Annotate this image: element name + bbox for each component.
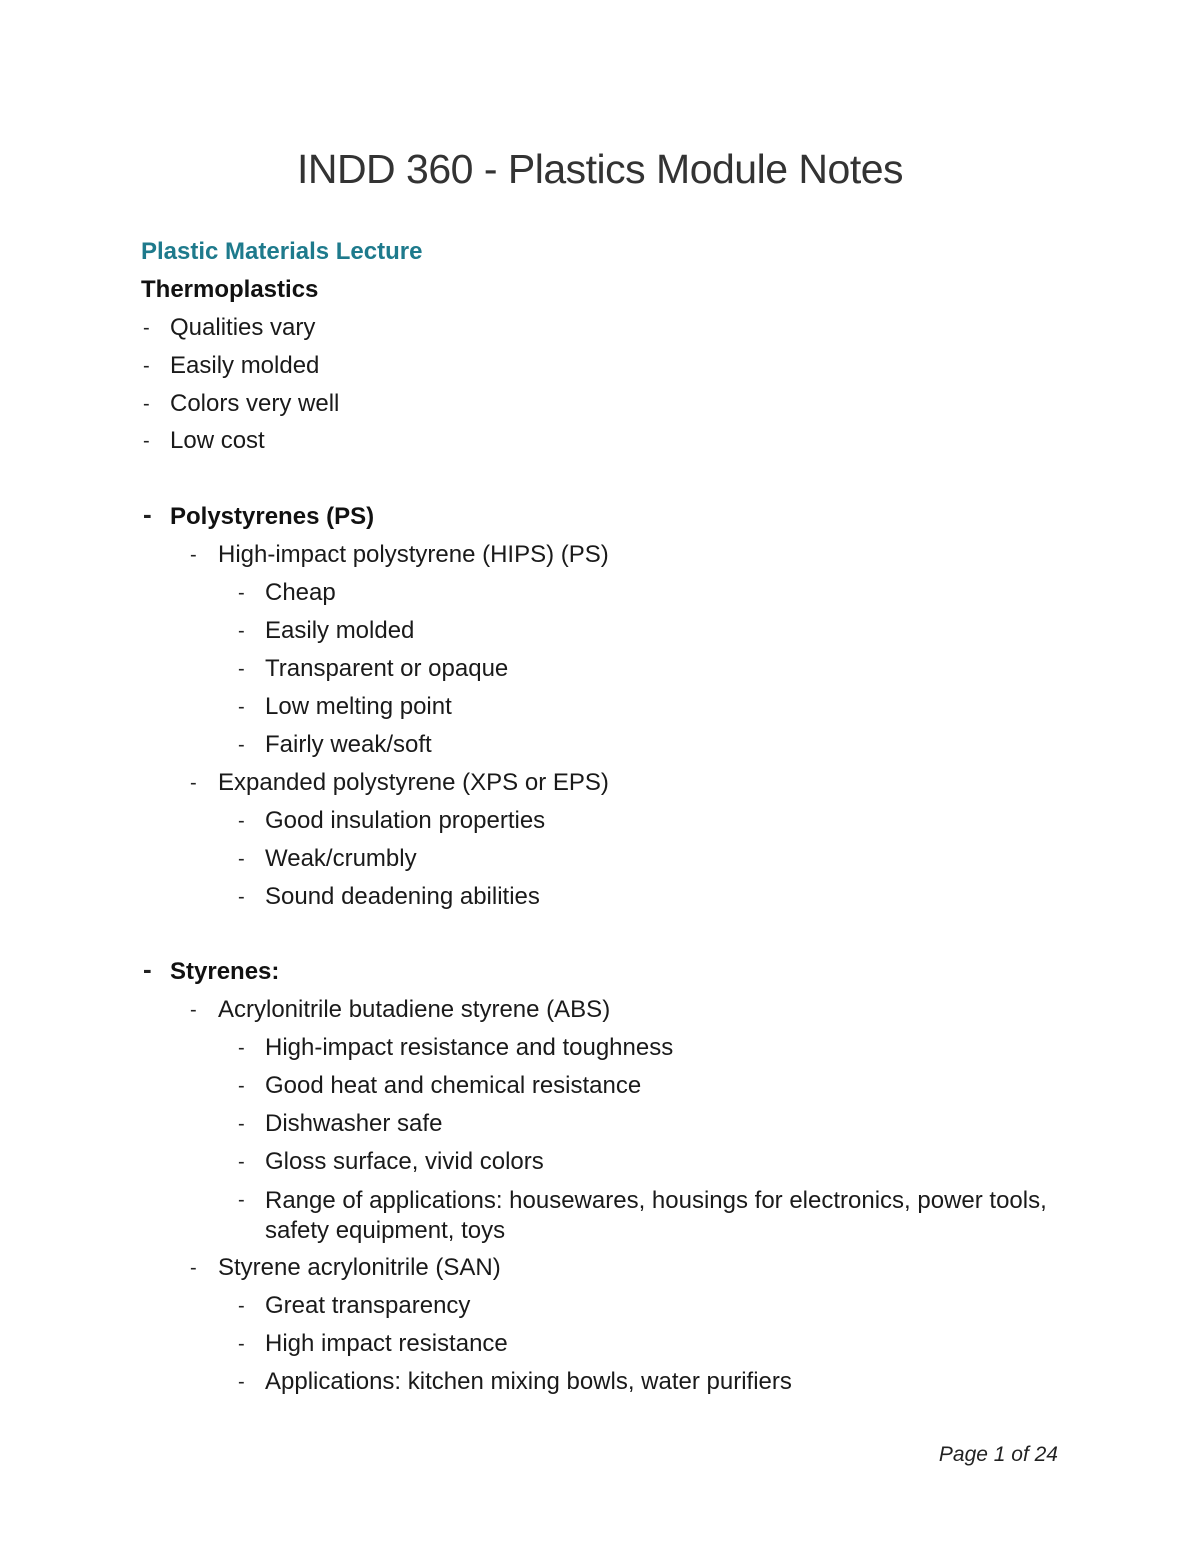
bullet-dash: - [238, 582, 245, 604]
list-item-text: Qualities vary [170, 314, 316, 341]
material-label: Expanded polystyrene (XPS or EPS) [218, 769, 609, 796]
list-item-text: Colors very well [170, 390, 340, 417]
list-item-text: Weak/crumbly [265, 845, 417, 872]
bullet-dash: - [143, 430, 150, 452]
bullet-dash: - [143, 317, 150, 339]
list-item-text: Applications: kitchen mixing bowls, water purifiers [265, 1368, 792, 1395]
bullet-dash: - [238, 886, 245, 908]
list-item-text: Fairly weak/soft [265, 731, 432, 758]
bullet-dash: - [238, 848, 245, 870]
list-item-text: Good insulation properties [265, 807, 546, 834]
bullet-dash: - [143, 355, 150, 377]
list-item-text: Great transparency [265, 1292, 471, 1319]
bullet-dash: - [143, 954, 152, 984]
bullet-dash: - [238, 810, 245, 832]
bullet-dash: - [190, 544, 197, 566]
material-label: Acrylonitrile butadiene styrene (ABS) [218, 996, 611, 1023]
bullet-dash: - [143, 499, 152, 529]
section-heading: Plastic Materials Lecture [141, 238, 423, 265]
bullet-dash: - [238, 1189, 245, 1211]
bullet-dash: - [238, 1075, 245, 1097]
bullet-dash: - [143, 393, 150, 415]
bullet-dash: - [238, 620, 245, 642]
bullet-dash: - [190, 999, 197, 1021]
category-label: Polystyrenes (PS) [170, 503, 375, 530]
bullet-dash: - [238, 1037, 245, 1059]
bullet-dash: - [190, 1257, 197, 1279]
list-item-text: Transparent or opaque [265, 655, 509, 682]
bullet-dash: - [238, 1151, 245, 1173]
bullet-dash: - [238, 1113, 245, 1135]
material-label: High-impact polystyrene (HIPS) (PS) [218, 541, 609, 568]
list-item-text: Cheap [265, 579, 336, 606]
list-item-text: Low melting point [265, 693, 452, 720]
bullet-dash: - [238, 1295, 245, 1317]
document-title: INDD 360 - Plastics Module Notes [296, 146, 904, 192]
list-item-text: High-impact resistance and toughness [265, 1034, 674, 1061]
page-number: Page 1 of 24 [938, 1443, 1058, 1466]
list-item-text: Dishwasher safe [265, 1110, 443, 1137]
bullet-dash: - [238, 734, 245, 756]
bullet-dash: - [238, 696, 245, 718]
bullet-dash: - [238, 658, 245, 680]
list-item-text: Easily molded [170, 352, 320, 379]
material-label: Styrene acrylonitrile (SAN) [218, 1254, 501, 1281]
list-item-text: Sound deadening abilities [265, 883, 540, 910]
list-item-text: Gloss surface, vivid colors [265, 1148, 544, 1175]
bullet-dash: - [190, 772, 197, 794]
bullet-dash: - [238, 1333, 245, 1355]
category-label: Styrenes: [170, 958, 280, 985]
list-item-text: Easily molded [265, 617, 415, 644]
list-item-text: Good heat and chemical resistance [265, 1072, 642, 1099]
list-item-text: Low cost [170, 427, 265, 454]
list-item-text: Range of applications: housewares, housings for electronics, power tools, safety equipment, toys [265, 1187, 1047, 1244]
bullet-dash: - [238, 1371, 245, 1393]
list-item-text: High impact resistance [265, 1330, 508, 1357]
subheading-thermoplastics: Thermoplastics [141, 276, 319, 303]
